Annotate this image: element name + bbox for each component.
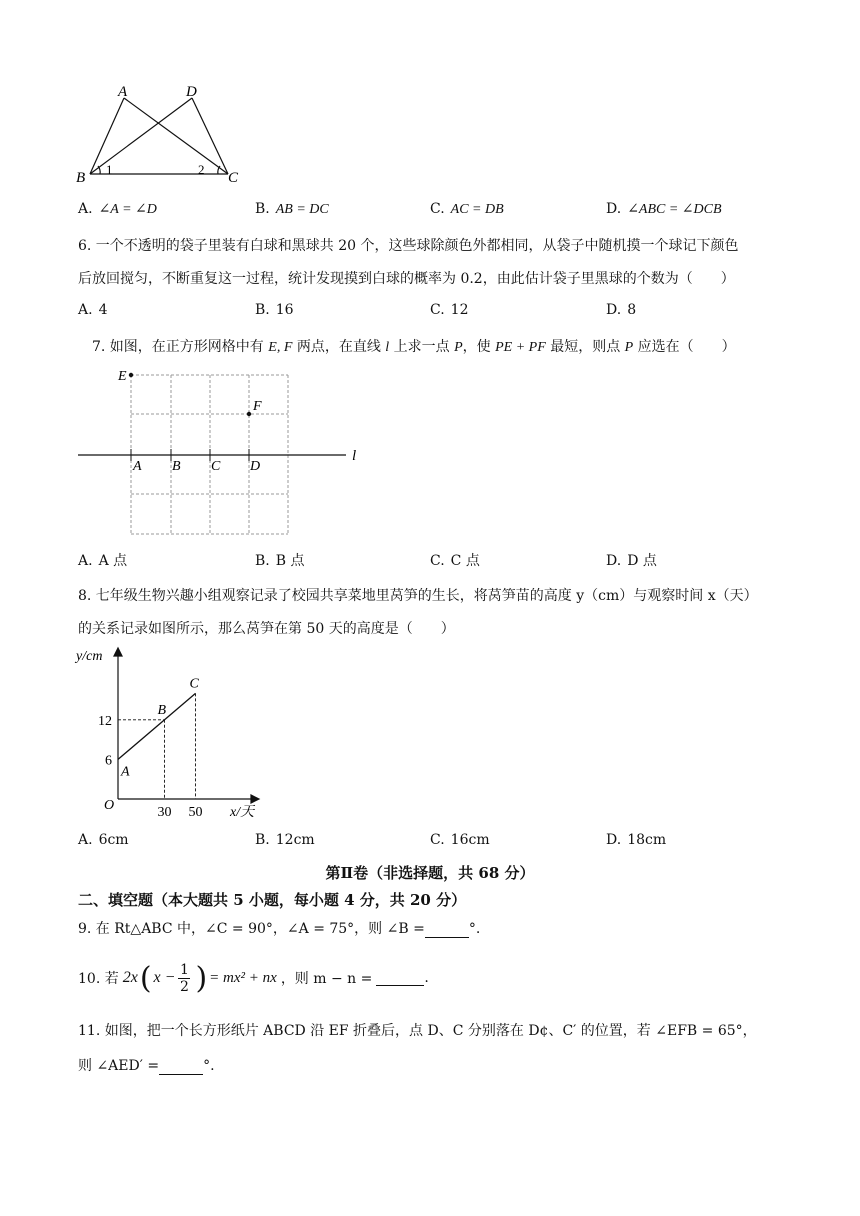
q8-option-b: B. 12cm (255, 832, 315, 848)
y-axis-arrow (114, 648, 122, 656)
label-d: D (186, 84, 197, 100)
point-b-label: B (157, 702, 167, 718)
q9-answer-blank (425, 923, 469, 938)
q6-option-c: C. 12 (430, 302, 469, 318)
y-axis-label: y/cm (76, 649, 103, 664)
q5-option-d: D. ∠ABC = ∠DCB (606, 201, 722, 217)
q11-line-1: 11. 如图，把一个长方形纸片 ABCD 沿 EF 折叠后，点 D、C 分别落在 D¢、C′ 的位置，若 ∠EFB = 65°， (78, 1023, 757, 1039)
q8-line-1: 8. 七年级生物兴趣小组观察记录了校园共享菜地里莴笋的生长，将莴笋苗的高度 y（cm）与观察时间 x（天） (78, 588, 758, 604)
section-2-title: 二、填空题（本大题共 5 小题，每小题 4 分，共 20 分） (78, 891, 467, 909)
q7-grid-figure (76, 364, 366, 540)
point-c-label: C (189, 676, 199, 692)
q5-option-a: A. ∠A = ∠D (78, 201, 157, 217)
label-a: A (118, 84, 128, 100)
point-f-label: F (253, 399, 262, 414)
q11-line-2: 则 ∠AED′ = °. (78, 1058, 215, 1074)
q8-option-d: D. 18cm (606, 832, 667, 848)
point-d-label: D (250, 459, 261, 474)
label-c: C (228, 170, 239, 186)
angle-1-label: 1 (106, 162, 113, 177)
line-l-label: l (352, 448, 357, 464)
q6-line-1: 6. 一个不透明的袋子里装有白球和黑球共 20 个，这些球除颜色外都相同，从袋子中随机摸一个球记下颜色 (78, 238, 739, 254)
q9-stem: 9. 在 Rt△ABC 中，∠C = 90°，∠A = 75°，则 ∠B = °. (78, 921, 481, 937)
angle-2-label: 2 (198, 162, 205, 177)
y-tick-label-1: 12 (98, 713, 112, 729)
x-tick-label-0: 30 (157, 805, 172, 820)
point-c-label: C (211, 459, 221, 474)
q7-option-d: D. D 点 (606, 553, 657, 569)
q7-option-a: A. A 点 (78, 553, 128, 569)
q5-figure (74, 82, 250, 186)
part-2-title: 第Ⅱ卷（非选择题，共 68 分） (325, 864, 535, 882)
q7-stem: 7. 如图，在正方形网格中有 E, F 两点，在直线 l 上求一点 P，使 PE + PF 最短，则点 P 应选在（ ） (92, 339, 736, 355)
x-axis-arrow (251, 795, 259, 803)
x-tick-label-1: 50 (188, 805, 203, 820)
point-b-label: B (172, 459, 181, 474)
q8-option-a: A. 6cm (78, 832, 129, 848)
q7-option-b: B. B 点 (255, 553, 305, 569)
label-b: B (76, 170, 86, 186)
origin-label: O (104, 798, 115, 813)
q5-option-c: C. AC = DB (430, 201, 504, 217)
y-tick-label-0: 6 (105, 753, 112, 769)
point-e-label: E (118, 369, 127, 384)
q5-option-b: B. AB = DC (255, 201, 329, 217)
q6-option-b: B. 16 (255, 302, 294, 318)
q11-answer-blank (159, 1060, 203, 1075)
q6-line-2: 后放回搅匀，不断重复这一过程，统计发现摸到白球的概率为 0.2，由此估计袋子里黑球的个数为（ ） (78, 271, 735, 287)
point-a-label: A (121, 764, 130, 780)
q6-option-a: A. 4 (78, 302, 108, 318)
q8-line-2: 的关系记录如图所示，那么莴笋在第 50 天的高度是（ ） (78, 621, 455, 637)
point-a-label: A (133, 459, 142, 474)
q10-stem: 10. 若 2x ( x − 1 2 ) = mx² + nx ，则 m − n = . (78, 960, 429, 996)
q6-option-d: D. 8 (606, 302, 637, 318)
q8-chart (74, 644, 274, 820)
q8-option-c: C. 16cm (430, 832, 490, 848)
x-axis-label: x/天 (230, 805, 255, 820)
q7-option-c: C. C 点 (430, 553, 480, 569)
q10-answer-blank (376, 971, 424, 986)
